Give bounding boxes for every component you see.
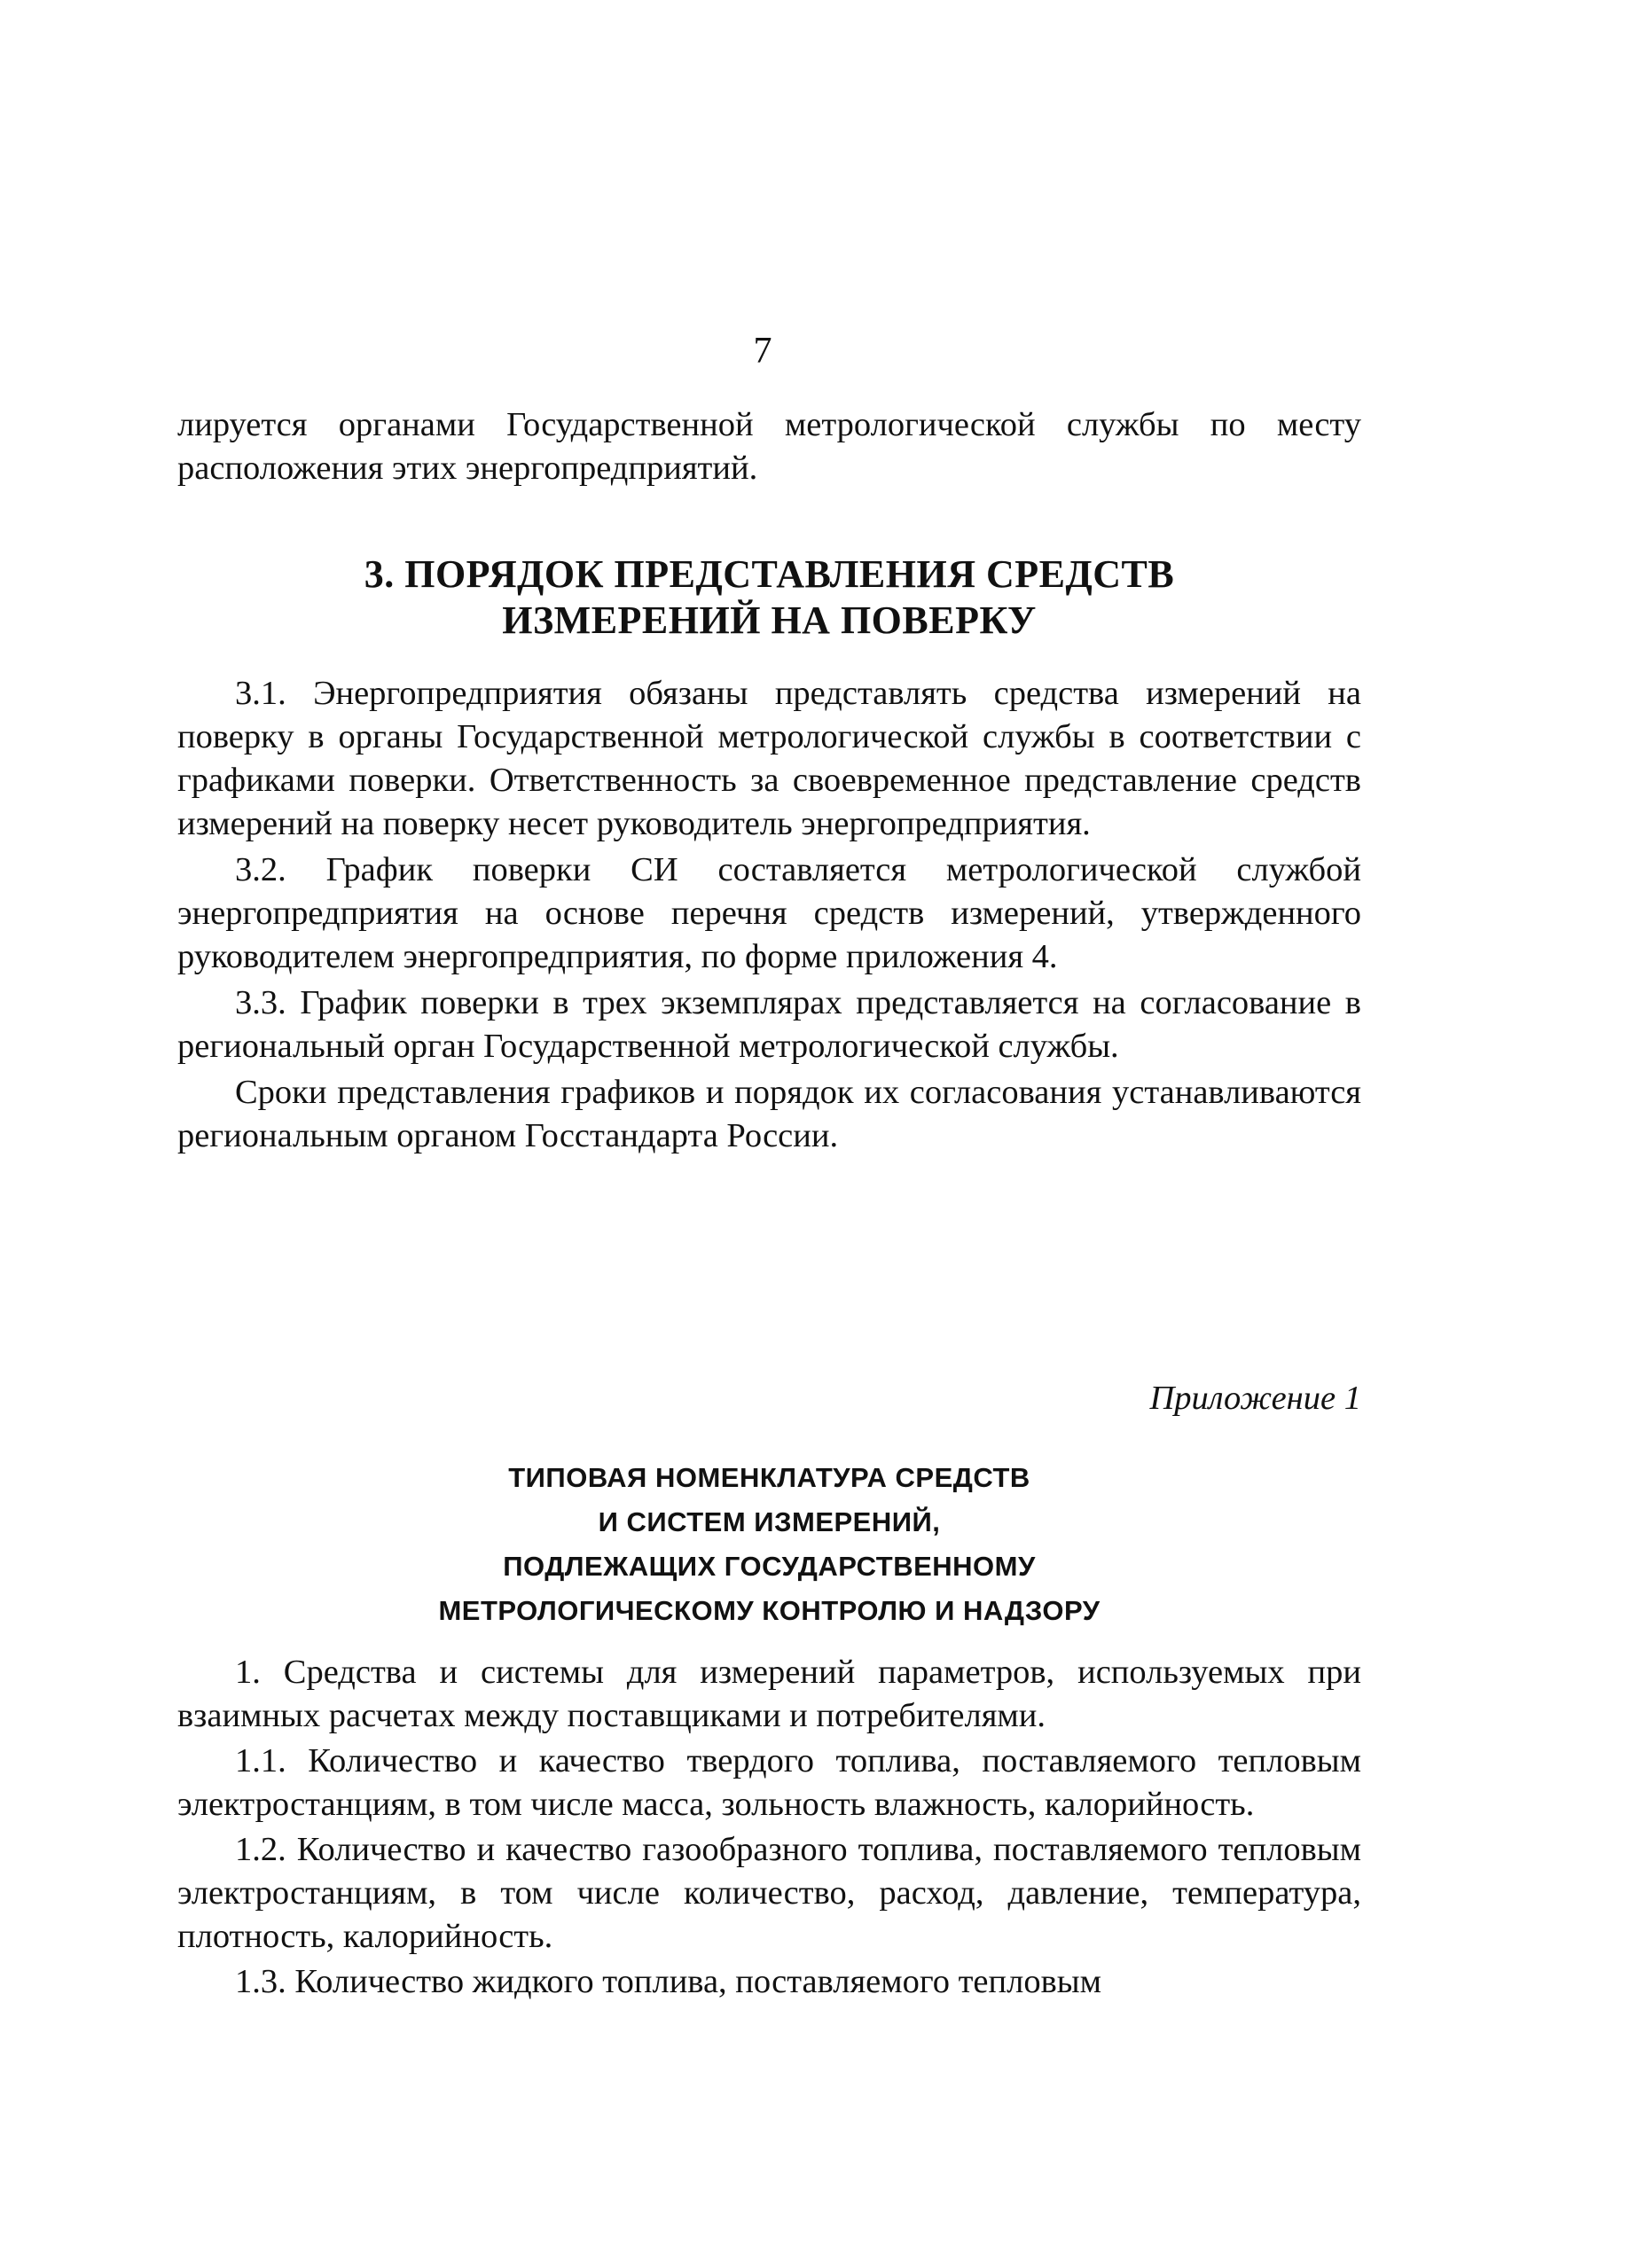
appendix-body — [177, 1651, 1361, 2004]
paragraph-3-1: 3.1. Энергопредприятия обязаны представлять средства измерений на поверку в органы Государственной метрологической службы в соответствии с графиками поверки. Ответственность за своевременное представление средств измерений на поверку несет руководитель энергопредприятия. — [177, 675, 1361, 842]
continuation-text: лируется органами Государственной метрологической службы по месту расположения этих энергопредприятий. — [177, 406, 1361, 487]
page-number: 7 — [753, 331, 772, 371]
paragraph-3-3: 3.3. График поверки в трех экземплярах представляется на согласование в региональный орган Государственной метрологической службы. — [177, 984, 1361, 1065]
appendix-title-line-1: ТИПОВАЯ НОМЕНКЛАТУРА СРЕДСТВ — [508, 1462, 1030, 1493]
appendix-title-line-2: И СИСТЕМ ИЗМЕРЕНИЙ, — [598, 1506, 941, 1537]
section-body — [177, 672, 1361, 1158]
section-heading — [177, 551, 1361, 644]
continuation-paragraph — [177, 403, 1361, 490]
section-heading-line-2: ИЗМЕРЕНИЙ НА ПОВЕРКУ — [502, 598, 1037, 642]
paragraph-3-2: 3.2. График поверки СИ составляется метрологической службой энергопредприятия на основе перечня средств измерений, утвержденного руководителем энергопредприятия, по форме приложения 4. — [177, 851, 1361, 975]
appendix-title — [177, 1456, 1361, 1633]
appendix-paragraph-1: 1. Средства и системы для измерений параметров, используемых при взаимных расчетах между поставщиками и потребителями. — [177, 1654, 1361, 1734]
appendix-title-line-4: МЕТРОЛОГИЧЕСКОМУ КОНТРОЛЮ И НАДЗОРУ — [438, 1595, 1101, 1626]
section-heading-line-1: 3. ПОРЯДОК ПРЕДСТАВЛЕНИЯ СРЕДСТВ — [364, 552, 1175, 596]
appendix-paragraph-1-3: 1.3. Количество жидкого топлива, поставляемого тепловым — [235, 1963, 1101, 2000]
appendix-paragraph-1-2: 1.2. Количество и качество газообразного топлива, поставляемого тепловым электростанциям, в том числе количество, расход, давление, температура, плотность, калорийность. — [177, 1831, 1361, 1955]
appendix-paragraph-1-1: 1.1. Количество и качество твердого топлива, поставляемого тепловым электростанциям, в том числе масса, зольность влажность, калорийность. — [177, 1742, 1361, 1823]
paragraph-deadlines: Сроки представления графиков и порядок их согласования устанавливаются региональным органом Госстандарта России. — [177, 1074, 1361, 1154]
appendix-title-line-3: ПОДЛЕЖАЩИХ ГОСУДАРСТВЕННОМУ — [503, 1551, 1036, 1582]
appendix-label: Приложение 1 — [1149, 1380, 1361, 1417]
